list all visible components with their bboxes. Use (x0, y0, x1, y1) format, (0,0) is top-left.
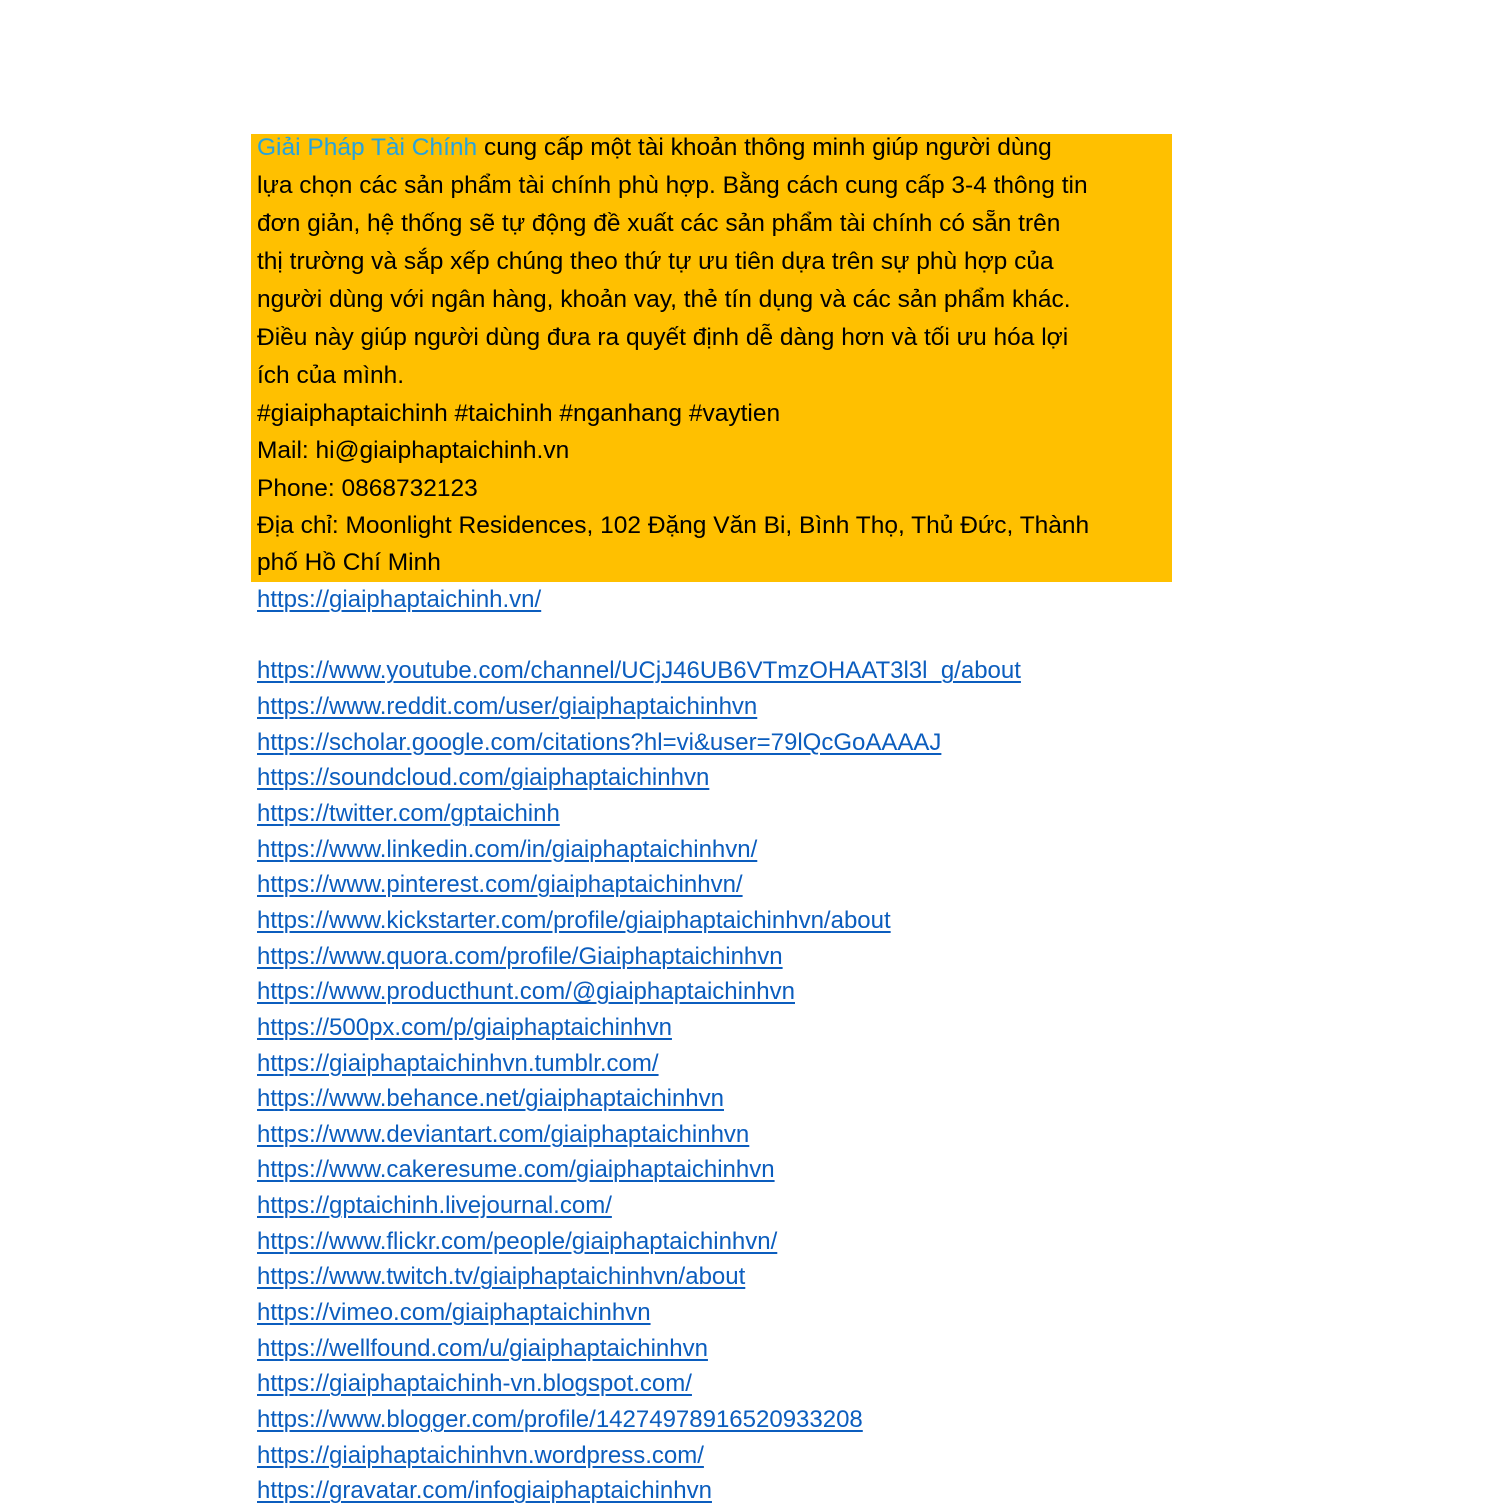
mail: Mail: hi@giaiphaptaichinh.vn (257, 437, 570, 465)
social-link[interactable]: https://www.blogger.com/profile/14274978916520933208 (257, 1406, 863, 1434)
social-link[interactable]: https://www.pinterest.com/giaiphaptaichinhvn/ (257, 871, 743, 899)
brand-name: Giải Pháp Tài Chính (257, 134, 478, 161)
intro-line (257, 129, 1089, 167)
social-link[interactable]: https://www.kickstarter.com/profile/giaiphaptaichinhvn/about (257, 906, 891, 934)
spacer (257, 618, 1021, 654)
social-link[interactable]: https://www.twitch.tv/giaiphaptaichinhvn/about (257, 1263, 746, 1291)
social-link[interactable]: https://www.linkedin.com/in/giaiphaptaichinhvn/ (257, 835, 758, 863)
intro-line: đơn giản, hệ thống sẽ tự động đề xuất các sản phẩm tài chính có sẵn trên (257, 210, 1061, 237)
social-link[interactable]: https://giaiphaptaichinh-vn.blogspot.com/ (257, 1370, 692, 1398)
social-links (257, 653, 1021, 1509)
social-link[interactable]: https://twitter.com/gptaichinh (257, 799, 560, 827)
hashtags: #giaiphaptaichinh #taichinh #nganhang #vaytien (257, 400, 781, 427)
social-link[interactable]: https://scholar.google.com/citations?hl=vi&user=79lQcGoAAAAJ (257, 728, 942, 756)
social-link[interactable]: https://www.deviantart.com/giaiphaptaichinhvn (257, 1120, 750, 1148)
social-link[interactable]: https://www.quora.com/profile/Giaiphaptaichinhvn (257, 942, 783, 970)
social-link[interactable]: https://www.flickr.com/people/giaiphaptaichinhvn/ (257, 1227, 778, 1255)
social-link[interactable]: https://www.cakeresume.com/giaiphaptaichinhvn (257, 1156, 775, 1184)
address-continued: phố Hồ Chí Minh (257, 549, 441, 577)
social-link[interactable]: https://giaiphaptaichinhvn.wordpress.com/ (257, 1441, 704, 1469)
intro-line: Điều này giúp người dùng đưa ra quyết định dễ dàng hơn và tối ưu hóa lợi (257, 324, 1069, 351)
phone: Phone: 0868732123 (257, 474, 478, 502)
social-link[interactable]: https://www.youtube.com/channel/UCjJ46UB6VTmzOHAAT3l3l_g/about (257, 657, 1021, 685)
social-link[interactable]: https://soundcloud.com/giaiphaptaichinhvn (257, 764, 710, 792)
intro-line: ích của mình. (257, 362, 405, 389)
social-link[interactable]: https://gravatar.com/infogiaiphaptaichinhvn (257, 1477, 712, 1505)
link-list (257, 582, 1021, 1509)
social-link[interactable]: https://500px.com/p/giaiphaptaichinhvn (257, 1013, 672, 1041)
social-link[interactable]: https://www.behance.net/giaiphaptaichinhvn (257, 1085, 724, 1113)
social-link[interactable]: https://vimeo.com/giaiphaptaichinhvn (257, 1299, 651, 1327)
intro-line: người dùng với ngân hàng, khoản vay, thẻ tín dụng và các sản phẩm khác. (257, 286, 1071, 313)
social-link[interactable]: https://www.producthunt.com/@giaiphaptaichinhvn (257, 978, 795, 1006)
intro-line: lựa chọn các sản phẩm tài chính phù hợp. Bằng cách cung cấp 3-4 thông tin (257, 172, 1088, 199)
social-link[interactable]: https://www.reddit.com/user/giaiphaptaichinhvn (257, 692, 758, 720)
intro-text: cung cấp một tài khoản thông minh giúp người dùng (477, 134, 1052, 161)
social-link[interactable]: https://gptaichinh.livejournal.com/ (257, 1192, 612, 1220)
website-link[interactable]: https://giaiphaptaichinh.vn/ (257, 586, 542, 613)
social-link[interactable]: https://giaiphaptaichinhvn.tumblr.com/ (257, 1049, 659, 1077)
address: Địa chỉ: Moonlight Residences, 102 Đặng Văn Bi, Bình Thọ, Thủ Đức, Thành (257, 511, 1090, 539)
intro-paragraph (257, 129, 1089, 581)
intro-line: thị trường và sắp xếp chúng theo thứ tự ưu tiên dựa trên sự phù hợp của (257, 248, 1054, 275)
social-link[interactable]: https://wellfound.com/u/giaiphaptaichinhvn (257, 1334, 708, 1362)
